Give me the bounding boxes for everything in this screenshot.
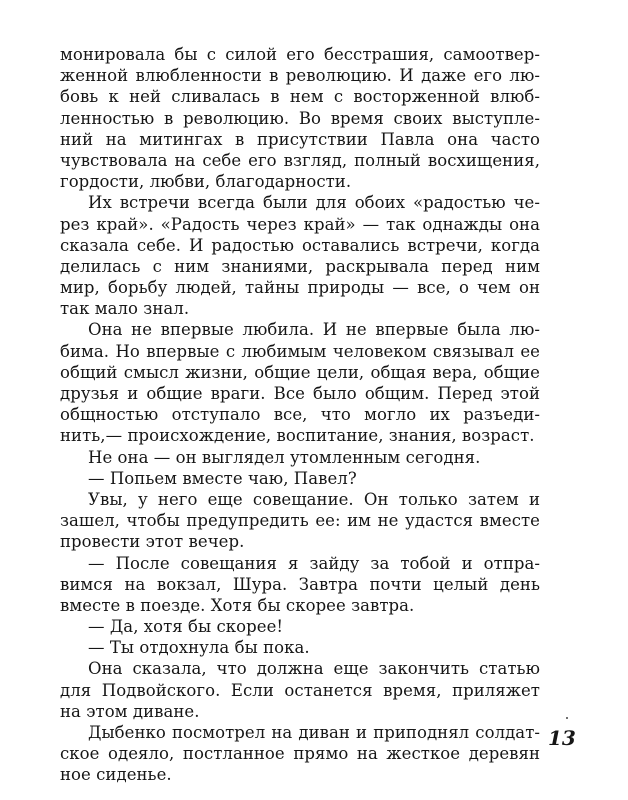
text-line: Увы, у него еще совещание. Он только затем и xyxy=(88,489,540,509)
text-line: делилась с ним знаниями, раскрывала перед ним xyxy=(60,256,540,276)
text-line: вместе в поезде. Хотя бы скорее завтра. xyxy=(60,595,415,615)
text-line: ское одеяло, постланное прямо на жесткое деревян xyxy=(60,744,540,764)
text-line: монировала бы с силой его бесстрашия, самоотвер- xyxy=(60,45,540,64)
text-line: рез край». «Радость через край» — так однажды она xyxy=(60,214,540,234)
text-line: нить,— происхождение, воспитание, знания, возраст. xyxy=(60,426,535,446)
text-line: — Да, хотя бы скорее! xyxy=(88,617,284,637)
body-text xyxy=(60,44,540,786)
text-line: на этом диване. xyxy=(60,701,200,721)
text-line: бима. Но впервые с любимым человеком связывал ее xyxy=(60,341,540,361)
text-line: общий смысл жизни, общие цели, общая вера, общие xyxy=(60,362,540,382)
text-line: друзья и общие враги. Все было общим. Перед этой xyxy=(60,384,540,403)
text-line: — После совещания я зайду за тобой и отпра- xyxy=(88,553,540,573)
text-line: вимся на вокзал, Шура. Завтра почти целый день xyxy=(60,574,540,594)
text-line: мир, борьбу людей, тайны природы — все, о чем он xyxy=(60,278,540,298)
text-line: гордости, любви, благодарности. xyxy=(60,172,352,192)
page-number: 13 xyxy=(548,726,576,750)
text-line: ний на митингах в присутствии Павла она часто xyxy=(60,129,540,149)
text-line: Дыбенко посмотрел на диван и приподнял солдат- xyxy=(88,723,540,742)
text-line: Она сказала, что должна еще закончить статью xyxy=(88,659,540,679)
text-line: — Попьем вместе чаю, Павел? xyxy=(88,468,357,488)
text-line: для Подвойского. Если останется время, приляжет xyxy=(60,680,540,700)
text-line: Их встречи всегда были для обоих «радостью че- xyxy=(88,193,540,213)
text-line: Не она — он выглядел утомленным сегодня. xyxy=(88,447,481,467)
text-line: провести этот вечер. xyxy=(60,532,245,552)
text-line: так мало знал. xyxy=(60,299,190,319)
text-line: женной влюбленности в революцию. И даже его лю- xyxy=(60,66,540,86)
text-line: ное сиденье. xyxy=(60,765,172,785)
text-line: Она не впервые любила. И не впервые была лю- xyxy=(88,320,540,340)
text-line: зашел, чтобы предупредить ее: им не удастся вместе xyxy=(60,511,540,531)
text-line: бовь к ней сливалась в нем с восторженной влюб- xyxy=(60,87,540,107)
text-line: — Ты отдохнула бы пока. xyxy=(88,638,310,658)
text-line: чувствовала на себе его взгляд, полный восхищения, xyxy=(60,150,540,170)
text-line: сказала себе. И радостью оставались встречи, когда xyxy=(60,235,540,255)
print-speck xyxy=(566,717,568,719)
text-line: ленностью в революцию. Во время своих выступле- xyxy=(60,108,540,128)
text-line: общностью отступало все, что могло их разъеди- xyxy=(60,405,540,425)
